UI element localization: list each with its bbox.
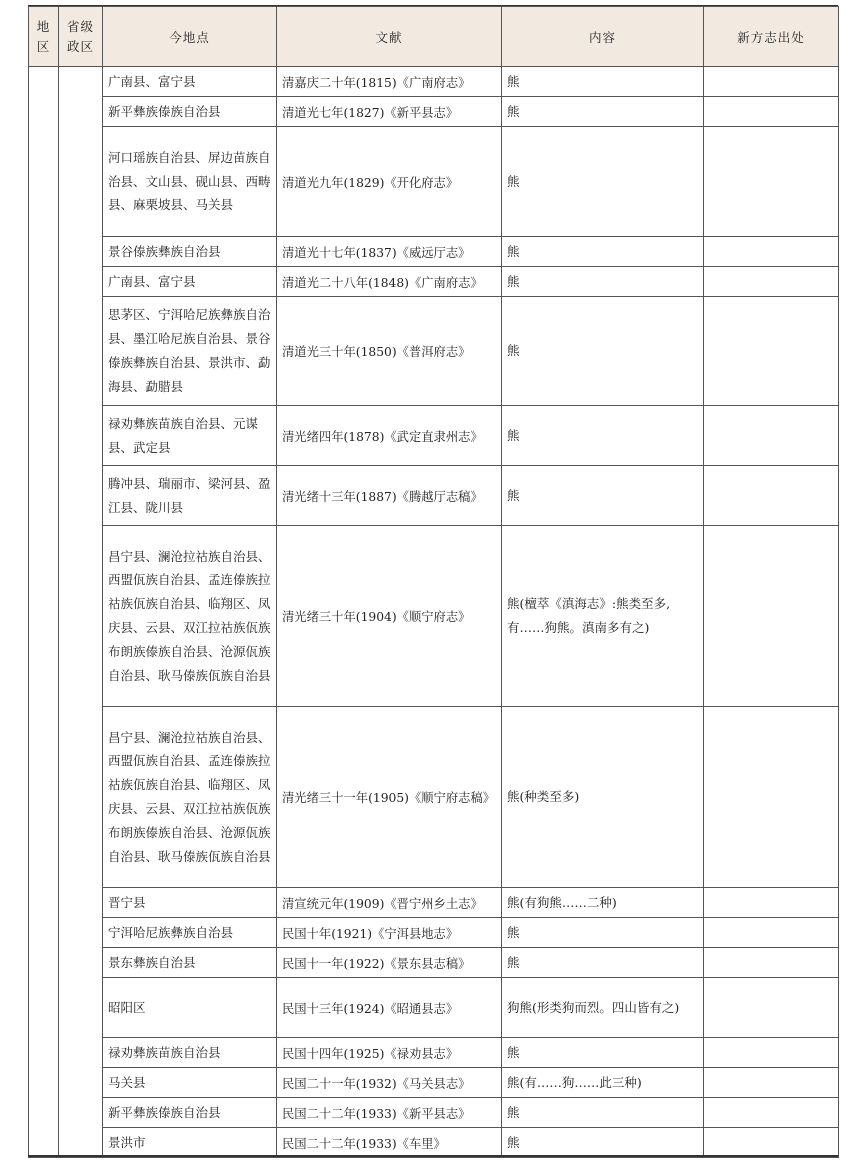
literature-cell: 民国二十二年(1933)《车里》 — [277, 1128, 502, 1158]
place-cell: 禄劝彝族苗族自治县、元谋县、武定县 — [103, 406, 277, 466]
source-cell — [704, 466, 839, 526]
source-cell — [704, 918, 839, 948]
content-cell: 熊 — [502, 1038, 704, 1068]
source-cell — [704, 888, 839, 918]
table-row — [29, 948, 839, 978]
place-cell: 昭阳区 — [103, 978, 277, 1038]
source-cell — [704, 297, 839, 406]
place-cell: 景东彝族自治县 — [103, 948, 277, 978]
literature-cell: 民国二十二年(1933)《新平县志》 — [277, 1098, 502, 1128]
table-row — [29, 526, 839, 707]
literature-cell: 民国十年(1921)《宁洱县地志》 — [277, 918, 502, 948]
table-row — [29, 888, 839, 918]
content-cell: 狗熊(形类狗而烈。四山皆有之) — [502, 978, 704, 1038]
literature-cell: 民国十三年(1924)《昭通县志》 — [277, 978, 502, 1038]
table-bottom-rule — [28, 1155, 838, 1157]
literature-cell: 清嘉庆二十年(1815)《广南府志》 — [277, 67, 502, 97]
table-row — [29, 1068, 839, 1098]
table-row — [29, 297, 839, 406]
content-cell: 熊 — [502, 127, 704, 237]
source-cell — [704, 978, 839, 1038]
literature-cell: 民国十四年(1925)《禄劝县志》 — [277, 1038, 502, 1068]
place-cell: 昌宁县、澜沧拉祜族自治县、西盟佤族自治县、孟连傣族拉祜族佤族自治县、临翔区、凤庆县、云县、双江拉祜族佤族布朗族傣族自治县、沧源佤族自治县、耿马傣族佤族自治县 — [103, 526, 277, 707]
literature-cell: 民国十一年(1922)《景东县志稿》 — [277, 948, 502, 978]
place-cell: 新平彝族傣族自治县 — [103, 1098, 277, 1128]
literature-cell: 清道光九年(1829)《开化府志》 — [277, 127, 502, 237]
literature-cell: 清光绪三十一年(1905)《顺宁府志稿》 — [277, 707, 502, 888]
table-row — [29, 918, 839, 948]
literature-cell: 清道光三十年(1850)《普洱府志》 — [277, 297, 502, 406]
content-cell: 熊 — [502, 466, 704, 526]
literature-cell: 清光绪十三年(1887)《腾越厅志稿》 — [277, 466, 502, 526]
table-header — [29, 7, 839, 67]
source-cell — [704, 237, 839, 267]
province-cell — [59, 67, 103, 1158]
source-cell — [704, 127, 839, 237]
table-row — [29, 978, 839, 1038]
place-cell: 河口瑶族自治县、屏边苗族自治县、文山县、砚山县、西畴县、麻栗坡县、马关县 — [103, 127, 277, 237]
table-row — [29, 237, 839, 267]
place-cell: 广南县、富宁县 — [103, 67, 277, 97]
table-row — [29, 267, 839, 297]
literature-cell: 清光绪三十年(1904)《顺宁府志》 — [277, 526, 502, 707]
table-row — [29, 707, 839, 888]
table-row — [29, 1098, 839, 1128]
place-cell: 昌宁县、澜沧拉祜族自治县、西盟佤族自治县、孟连傣族拉祜族佤族自治县、临翔区、凤庆县、云县、双江拉祜族佤族布朗族傣族自治县、沧源佤族自治县、耿马傣族佤族自治县 — [103, 707, 277, 888]
content-cell: 熊 — [502, 67, 704, 97]
table-row — [29, 406, 839, 466]
fauna-records-table — [28, 6, 839, 1158]
content-cell: 熊(种类至多) — [502, 707, 704, 888]
content-cell: 熊 — [502, 918, 704, 948]
literature-cell: 民国二十一年(1932)《马关县志》 — [277, 1068, 502, 1098]
literature-cell: 清宣统元年(1909)《晋宁州乡土志》 — [277, 888, 502, 918]
region-cell — [29, 67, 59, 1158]
source-cell — [704, 267, 839, 297]
source-cell — [704, 948, 839, 978]
place-cell: 马关县 — [103, 1068, 277, 1098]
content-cell: 熊 — [502, 297, 704, 406]
header-place: 今地点 — [103, 7, 277, 67]
place-cell: 宁洱哈尼族彝族自治县 — [103, 918, 277, 948]
header-province: 省级政区 — [59, 7, 103, 67]
table-row — [29, 466, 839, 526]
content-cell: 熊(檀萃《滇海志》:熊类至多,有……狗熊。滇南多有之) — [502, 526, 704, 707]
place-cell: 新平彝族傣族自治县 — [103, 97, 277, 127]
literature-cell: 清道光二十八年(1848)《广南府志》 — [277, 267, 502, 297]
content-cell: 熊(有……狗……此三种) — [502, 1068, 704, 1098]
table-row — [29, 127, 839, 237]
header-source: 新方志出处 — [704, 7, 839, 67]
header-literature: 文献 — [277, 7, 502, 67]
header-content: 内容 — [502, 7, 704, 67]
place-cell: 晋宁县 — [103, 888, 277, 918]
source-cell — [704, 1068, 839, 1098]
place-cell: 景洪市 — [103, 1128, 277, 1158]
header-region: 地区 — [29, 7, 59, 67]
source-cell — [704, 526, 839, 707]
table-row — [29, 97, 839, 127]
literature-cell: 清道光七年(1827)《新平县志》 — [277, 97, 502, 127]
content-cell: 熊 — [502, 97, 704, 127]
place-cell: 广南县、富宁县 — [103, 267, 277, 297]
place-cell: 思茅区、宁洱哈尼族彝族自治县、墨江哈尼族自治县、景谷傣族彝族自治县、景洪市、勐海县、勐腊县 — [103, 297, 277, 406]
place-cell: 禄劝彝族苗族自治县 — [103, 1038, 277, 1068]
source-cell — [704, 67, 839, 97]
content-cell: 熊 — [502, 1098, 704, 1128]
source-cell — [704, 1128, 839, 1158]
source-cell — [704, 97, 839, 127]
place-cell: 景谷傣族彝族自治县 — [103, 237, 277, 267]
source-cell — [704, 1038, 839, 1068]
content-cell: 熊 — [502, 948, 704, 978]
source-cell — [704, 406, 839, 466]
content-cell: 熊 — [502, 406, 704, 466]
content-cell: 熊 — [502, 237, 704, 267]
source-cell — [704, 1098, 839, 1128]
table-body — [29, 67, 839, 1158]
literature-cell: 清光绪四年(1878)《武定直隶州志》 — [277, 406, 502, 466]
content-cell: 熊(有狗熊……二种) — [502, 888, 704, 918]
table-row — [29, 67, 839, 97]
table-row — [29, 1128, 839, 1158]
content-cell: 熊 — [502, 267, 704, 297]
place-cell: 腾冲县、瑞丽市、梁河县、盈江县、陇川县 — [103, 466, 277, 526]
source-cell — [704, 707, 839, 888]
literature-cell: 清道光十七年(1837)《威远厅志》 — [277, 237, 502, 267]
content-cell: 熊 — [502, 1128, 704, 1158]
table-row — [29, 1038, 839, 1068]
